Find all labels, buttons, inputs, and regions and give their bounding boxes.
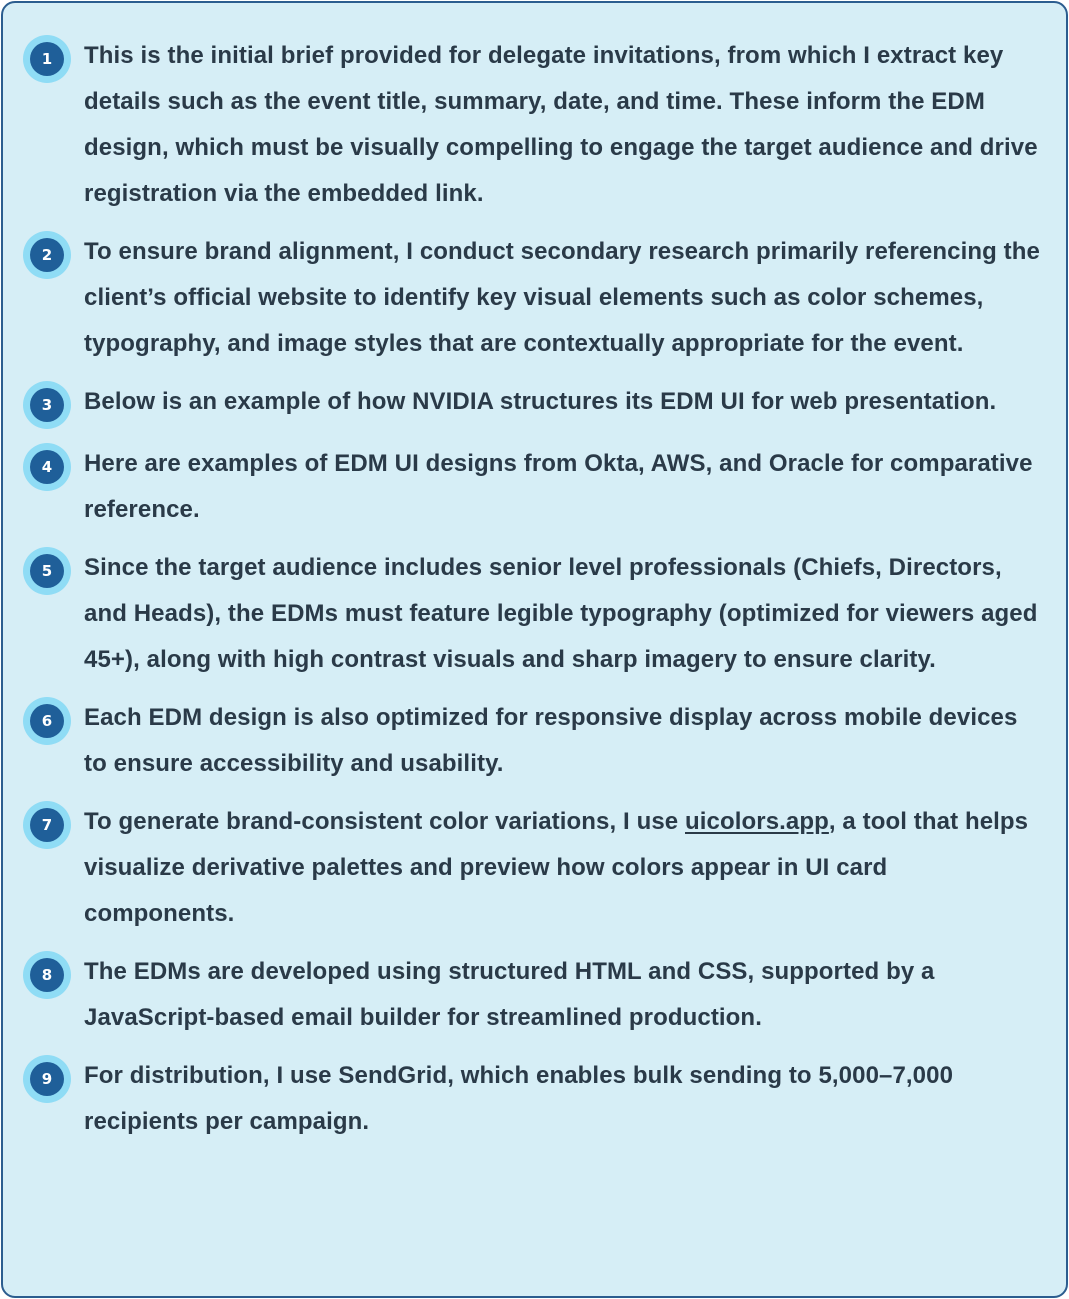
step-3 [23, 379, 1042, 429]
step-text: Here are examples of EDM UI designs from Okta, AWS, and Oracle for comparative reference. [84, 450, 1033, 523]
step-1 [23, 33, 1042, 217]
step-number: 1 [30, 42, 64, 76]
step-number-badge [23, 231, 71, 279]
step-text: Each EDM design is also optimized for responsive display across mobile devices to ensure accessibility and usability. [84, 704, 1018, 777]
step-text-after-link: , a tool that helps visualize derivative palettes and preview how colors appear in UI card components. [84, 808, 1029, 927]
step-text: This is the initial brief provided for delegate invitations, from which I extract key details such as the event title, summary, date, and time. These inform the EDM design, which must be visually compelling to engage the target audience and drive registration via the embedded link. [84, 42, 1038, 207]
step-number: 2 [30, 238, 64, 272]
step-9 [23, 1053, 1042, 1145]
step-2 [23, 229, 1042, 367]
step-number: 8 [30, 958, 64, 992]
step-text [84, 799, 1042, 937]
uicolors-link[interactable]: uicolors.app [685, 808, 829, 835]
step-number-badge [23, 381, 71, 429]
step-5 [23, 545, 1042, 683]
step-text: To ensure brand alignment, I conduct secondary research primarily referencing the client’s official website to identify key visual elements such as color schemes, typography, and image styles that are contextually appropriate for the event. [84, 238, 1040, 357]
step-number-badge [23, 1055, 71, 1103]
step-number-badge [23, 443, 71, 491]
step-number-badge [23, 951, 71, 999]
step-number-badge [23, 547, 71, 595]
step-number: 9 [30, 1062, 64, 1096]
step-number: 6 [30, 704, 64, 738]
step-text: Below is an example of how NVIDIA structures its EDM UI for web presentation. [84, 388, 997, 415]
step-8 [23, 949, 1042, 1041]
step-number: 7 [30, 808, 64, 842]
steps-panel [1, 1, 1068, 1298]
step-number: 5 [30, 554, 64, 588]
step-number: 4 [30, 450, 64, 484]
step-text: For distribution, I use SendGrid, which enables bulk sending to 5,000–7,000 recipients per campaign. [84, 1062, 954, 1135]
step-text-before-link: To generate brand-consistent color variations, I use [84, 808, 685, 835]
step-7 [23, 799, 1042, 937]
step-number: 3 [30, 388, 64, 422]
step-6 [23, 695, 1042, 787]
step-number-badge [23, 697, 71, 745]
step-text: The EDMs are developed using structured HTML and CSS, supported by a JavaScript-based email builder for streamlined production. [84, 958, 935, 1031]
step-number-badge [23, 35, 71, 83]
step-4 [23, 441, 1042, 533]
step-number-badge [23, 801, 71, 849]
step-text: Since the target audience includes senior level professionals (Chiefs, Directors, and Heads), the EDMs must feature legible typography (optimized for viewers aged 45+), along with high contrast visuals and sharp imagery to ensure clarity. [84, 554, 1038, 673]
